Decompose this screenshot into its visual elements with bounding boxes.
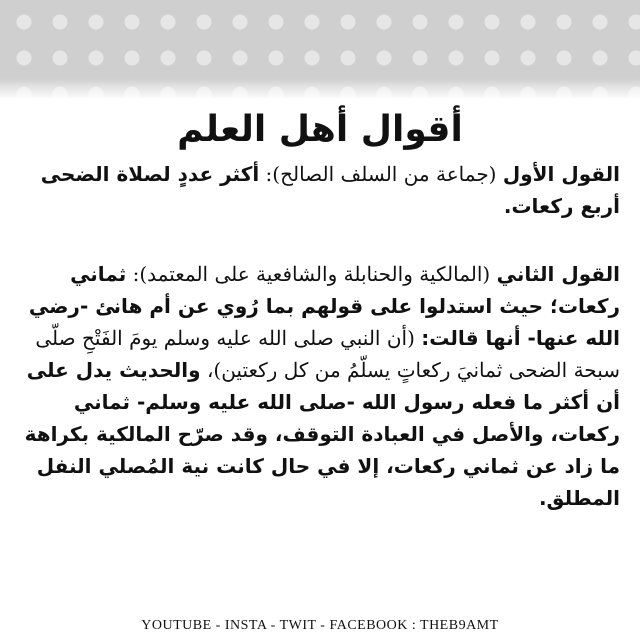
second-saying-label: القول الثاني: [496, 262, 620, 286]
social-footer: YOUTUBE - INSTA - TWIT - FACEBOOK : THEB9AMT: [141, 618, 499, 633]
second-saying: [20, 258, 620, 514]
banner-fade: [0, 78, 640, 100]
first-saying: [20, 158, 620, 222]
second-saying-text-2: والحديث يدل على أن أكثر ما فعله رسول الله -صلى الله عليه وسلم- ثماني ركعات، والأصل في العبادة التوقف، وقد صرّح المالكية بكراهة ما زاد عن ثماني ركعات، إلا في حال كانت نية المُصلي النفل المطلق.: [24, 358, 620, 510]
first-saying-text: أكثر عددٍ لصلاة الضحى أربع ركعات.: [40, 162, 620, 218]
hadith-quote: (أن النبي صلى الله عليه وسلم يومَ الفَتْحِ صلّى سبحة الضحى ثمانيَ ركعاتٍ يسلّمُ من كل ركعتين)،: [35, 326, 620, 382]
first-saying-attribution: (جماعة من السلف الصالح):: [265, 162, 497, 186]
second-saying-text-1: ثماني ركعات؛ حيث استدلوا على قولهم بما رُوي عن أم هانئ -رضي الله عنها- أنها قالت:: [28, 262, 620, 350]
second-saying-attribution: (المالكية والحنابلة والشافعية على المعتمد):: [132, 262, 491, 286]
page-title: أقوال أهل العلم: [177, 109, 463, 150]
first-saying-label: القول الأول: [502, 162, 620, 186]
article-content: [20, 108, 620, 514]
